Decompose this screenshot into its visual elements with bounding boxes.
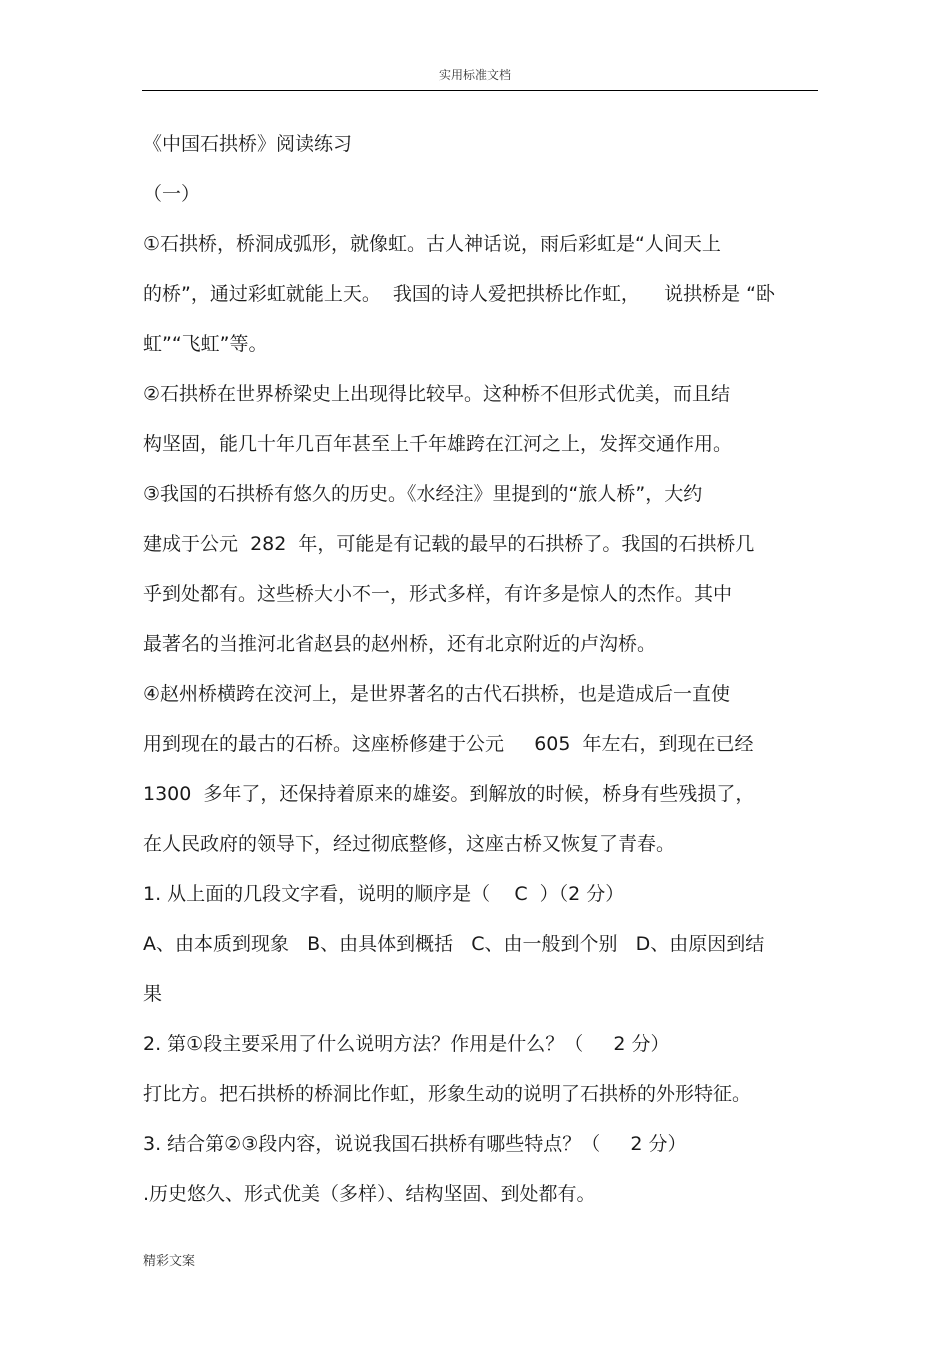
text-line: ③我国的石拱桥有悠久的历史。《水经注》里提到的“旅人桥”，大约 [143, 483, 703, 505]
text-line: ②石拱桥在世界桥梁史上出现得比较早。这种桥不但形式优美，而且结 [143, 383, 731, 405]
question-3: 3. 结合第②③段内容，说说我国石拱桥有哪些特点？（ 2 分） [143, 1133, 687, 1155]
text-line: 1300 多年了，还保持着原来的雄姿。到解放的时候，桥身有些残损了， [143, 783, 755, 805]
question-1: 1. 从上面的几段文字看，说明的顺序是（ C ）（2 分） [143, 883, 625, 905]
answer-3: .历史悠久、形式优美（多样）、结构坚固、到处都有。 [143, 1183, 596, 1205]
text-line: 建成于公元 282 年，可能是有记载的最早的石拱桥了。我国的石拱桥几 [143, 533, 755, 555]
text-line: ④赵州桥横跨在洨河上，是世界著名的古代石拱桥，也是造成后一直使 [143, 683, 731, 705]
text-line: 构坚固，能几十年几百年甚至上千年雄跨在江河之上，发挥交通作用。 [143, 433, 733, 455]
text-line: 的桥”，通过彩虹就能上天。 我国的诗人爱把拱桥比作虹， 说拱桥是 “卧 [143, 283, 775, 305]
question-2: 2. 第①段主要采用了什么说明方法？作用是什么？（ 2 分） [143, 1033, 670, 1055]
text-line: 用到现在的最古的石桥。这座桥修建于公元 605 年左右，到现在已经 [143, 733, 754, 755]
section-label: （一） [143, 183, 201, 205]
header-rule [142, 90, 818, 91]
answer-2: 打比方。把石拱桥的桥洞比作虹，形象生动的说明了石拱桥的外形特征。 [143, 1083, 752, 1105]
page-header: 实用标准文档 [438, 68, 511, 82]
text-line: 最著名的当推河北省赵县的赵州桥，还有北京附近的卢沟桥。 [143, 633, 657, 655]
page-footer: 精彩文案 [143, 1254, 196, 1269]
text-line: ①石拱桥，桥洞成弧形，就像虹。古人神话说，雨后彩虹是“人间天上 [143, 233, 721, 255]
question-1-options-cont: 果 [143, 983, 163, 1005]
text-line: 在人民政府的领导下，经过彻底整修，这座古桥又恢复了青春。 [143, 833, 676, 855]
document-title: 《中国石拱桥》阅读练习 [143, 133, 353, 155]
question-1-options: A、由本质到现象 B、由具体到概括 C、由一般到个别 D、由原因到结 [143, 933, 765, 955]
text-line: 虹”“飞虹”等。 [143, 333, 268, 355]
text-line: 乎到处都有。这些桥大小不一，形式多样，有许多是惊人的杰作。其中 [143, 583, 733, 605]
